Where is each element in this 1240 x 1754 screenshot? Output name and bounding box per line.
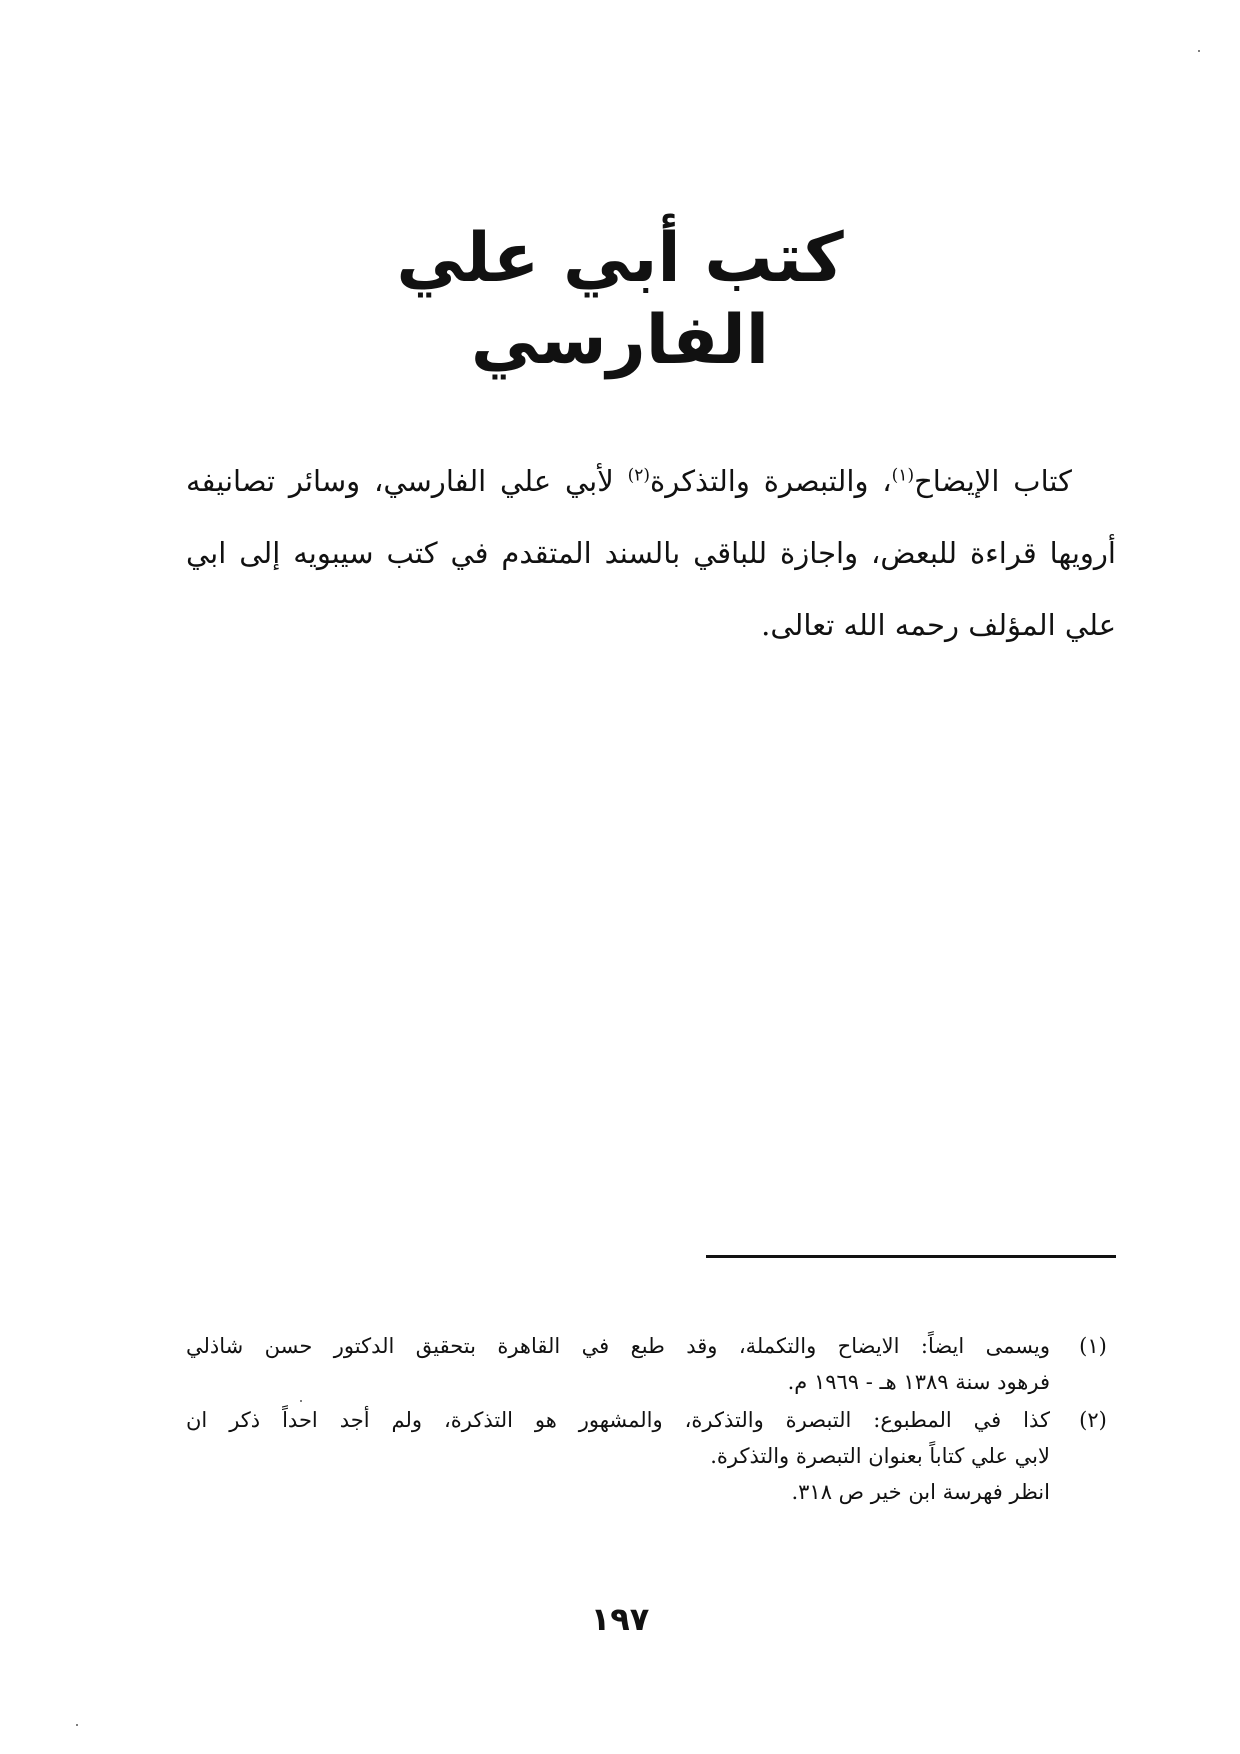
- footnote-line: لابي علي كتاباً بعنوان التبصرة والتذكرة.: [710, 1444, 1050, 1468]
- footnotes-section: [186, 1328, 1116, 1512]
- footnote-ref-1: (١): [891, 465, 915, 486]
- footnote-line: كذا في المطبوع: التبصرة والتذكرة، والمشهور هو التذكرة، ولم أجد احداً ذكر ان: [186, 1408, 1050, 1432]
- footnote-number: (١): [1079, 1334, 1107, 1358]
- footnote-1: [186, 1328, 1116, 1400]
- page-title: كتب أبي علي الفارسي: [396, 219, 844, 380]
- scan-speck: [76, 1724, 78, 1726]
- body-paragraph: [186, 445, 1116, 661]
- footnote-2: [186, 1402, 1116, 1510]
- footnote-divider: [706, 1255, 1116, 1258]
- footnote-line: ويسمى ايضاً: الايضاح والتكملة، وقد طبع في القاهرة بتحقيق الدكتور حسن شاذلي: [186, 1334, 1050, 1358]
- footnote-line: فرهود سنة ١٣٨٩ هـ - ١٩٦٩ م.: [787, 1370, 1050, 1394]
- footnote-line: انظر فهرسة ابن خير ص ٣١٨.: [791, 1480, 1050, 1504]
- footnote-number: (٢): [1079, 1408, 1107, 1432]
- body-segment-2: ، والتبصرة والتذكرة: [650, 464, 892, 498]
- scan-speck: [300, 1400, 302, 1402]
- body-segment-1: كتاب الإيضاح: [914, 464, 1072, 498]
- page-number: ١٩٧: [590, 1600, 650, 1638]
- scan-speck: [1198, 50, 1200, 52]
- footnote-ref-2: (٢): [627, 465, 650, 486]
- body-segment-3: لأبي علي الفارسي، وسائر تصانيفه أرويها قراءة للبعض، واجازة للباقي بالسند المتقدم في كتب سيبويه إلى ابي علي المؤلف رحمه الله تعالى.: [186, 464, 1116, 642]
